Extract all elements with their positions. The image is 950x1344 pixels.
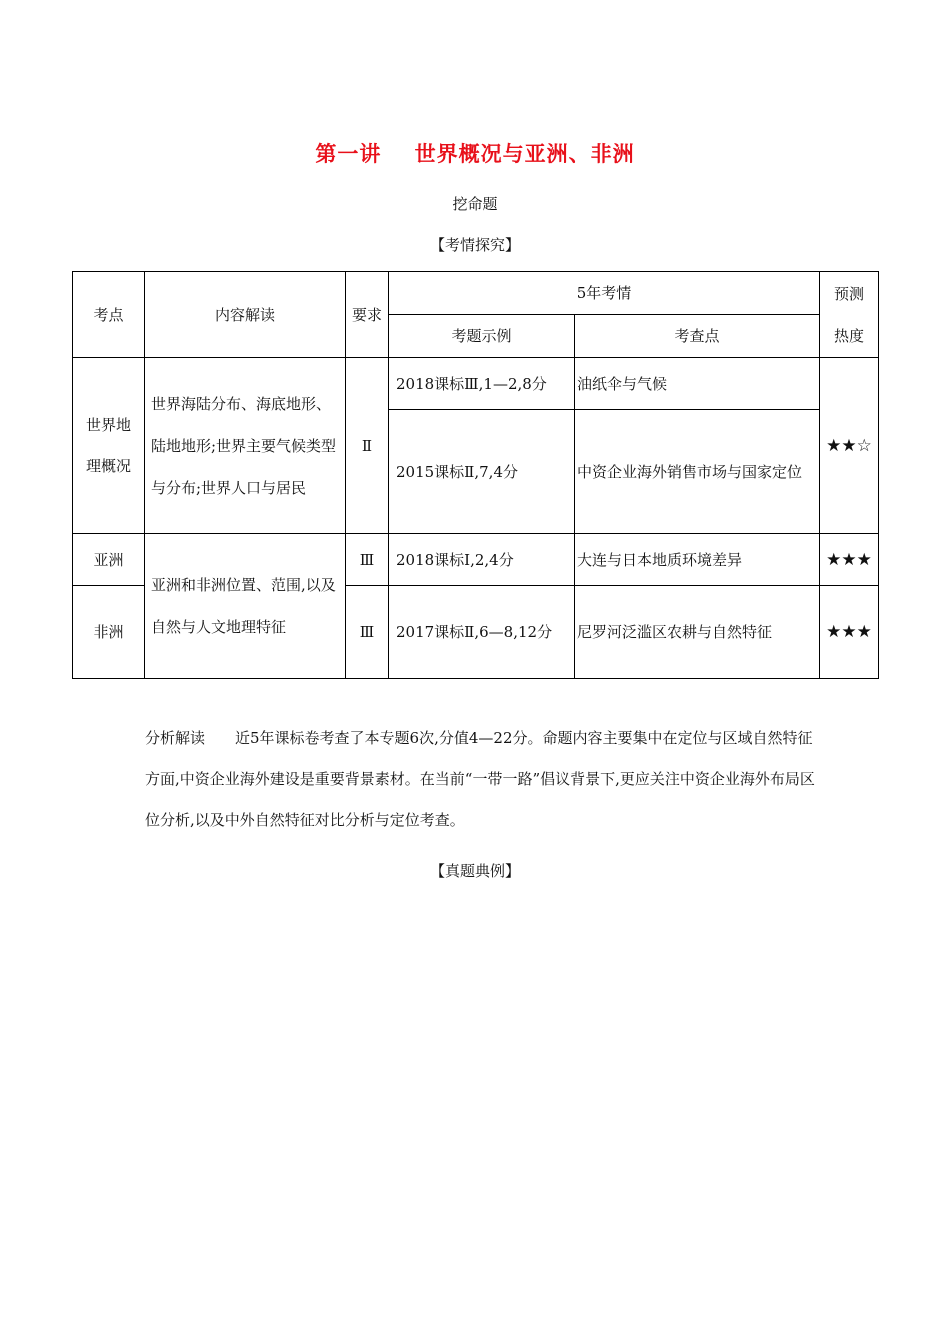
page-title: 第一讲 世界概况与亚洲、非洲 [315,142,635,166]
point-world-1: 油纸伞与气候 [575,358,820,410]
topic-africa: 非洲 [73,586,145,679]
header-kaodian: 考点 [73,272,145,358]
header-predict [820,272,879,358]
level-africa: Ⅲ [346,586,389,679]
heat-world: ★★☆ [820,358,879,534]
header-content: 内容解读 [145,272,346,358]
header-predict-line2: 热度 [834,326,865,345]
analysis-text: 近5年课标卷考查了本专题6次,分值4—22分。命题内容主要集中在定位与区域自然特征方面,中资企业海外建设是重要背景素材。在当前“一带一路”倡议背景下,更应关注中资企业海外布局区位分析,以及中外自然特征对比分析与定位考查。 [145,729,815,829]
header-example: 考题示例 [389,315,575,358]
section-heading-real-questions: 【真题典例】 [429,862,520,880]
section-heading-exam-analysis: 【考情探究】 [429,236,520,254]
topic-world [73,358,145,534]
example-africa: 2017课标Ⅱ,6—8,12分 [389,586,575,679]
example-asia: 2018课标Ⅰ,2,4分 [389,534,575,586]
topic-world-line1: 世界地 [85,415,131,434]
header-predict-line1: 预测 [834,284,865,303]
analysis-label: 分析解读 [145,729,206,747]
header-five-year: 5年考情 [389,272,820,315]
example-world-2: 2015课标Ⅱ,7,4分 [389,410,575,534]
point-africa: 尼罗河泛滥区农耕与自然特征 [575,586,820,679]
analysis-paragraph [145,718,815,841]
heat-africa: ★★★ [820,586,879,679]
topic-asia: 亚洲 [73,534,145,586]
point-asia: 大连与日本地质环境差异 [575,534,820,586]
header-point: 考查点 [575,315,820,358]
exam-analysis-table [72,271,879,679]
example-world-1: 2018课标Ⅲ,1—2,8分 [389,358,575,410]
header-requirement: 要求 [346,272,389,358]
heat-asia: ★★★ [820,534,879,586]
topic-world-line2: 理概况 [85,456,131,475]
point-world-2: 中资企业海外销售市场与国家定位 [575,410,820,534]
level-world: Ⅱ [346,358,389,534]
level-asia: Ⅲ [346,534,389,586]
content-asia-africa: 亚洲和非洲位置、范围,以及自然与人文地理特征 [145,534,346,679]
content-world: 世界海陆分布、海底地形、陆地地形;世界主要气候类型与分布;世界人口与居民 [145,358,346,534]
subtitle: 挖命题 [452,195,498,213]
